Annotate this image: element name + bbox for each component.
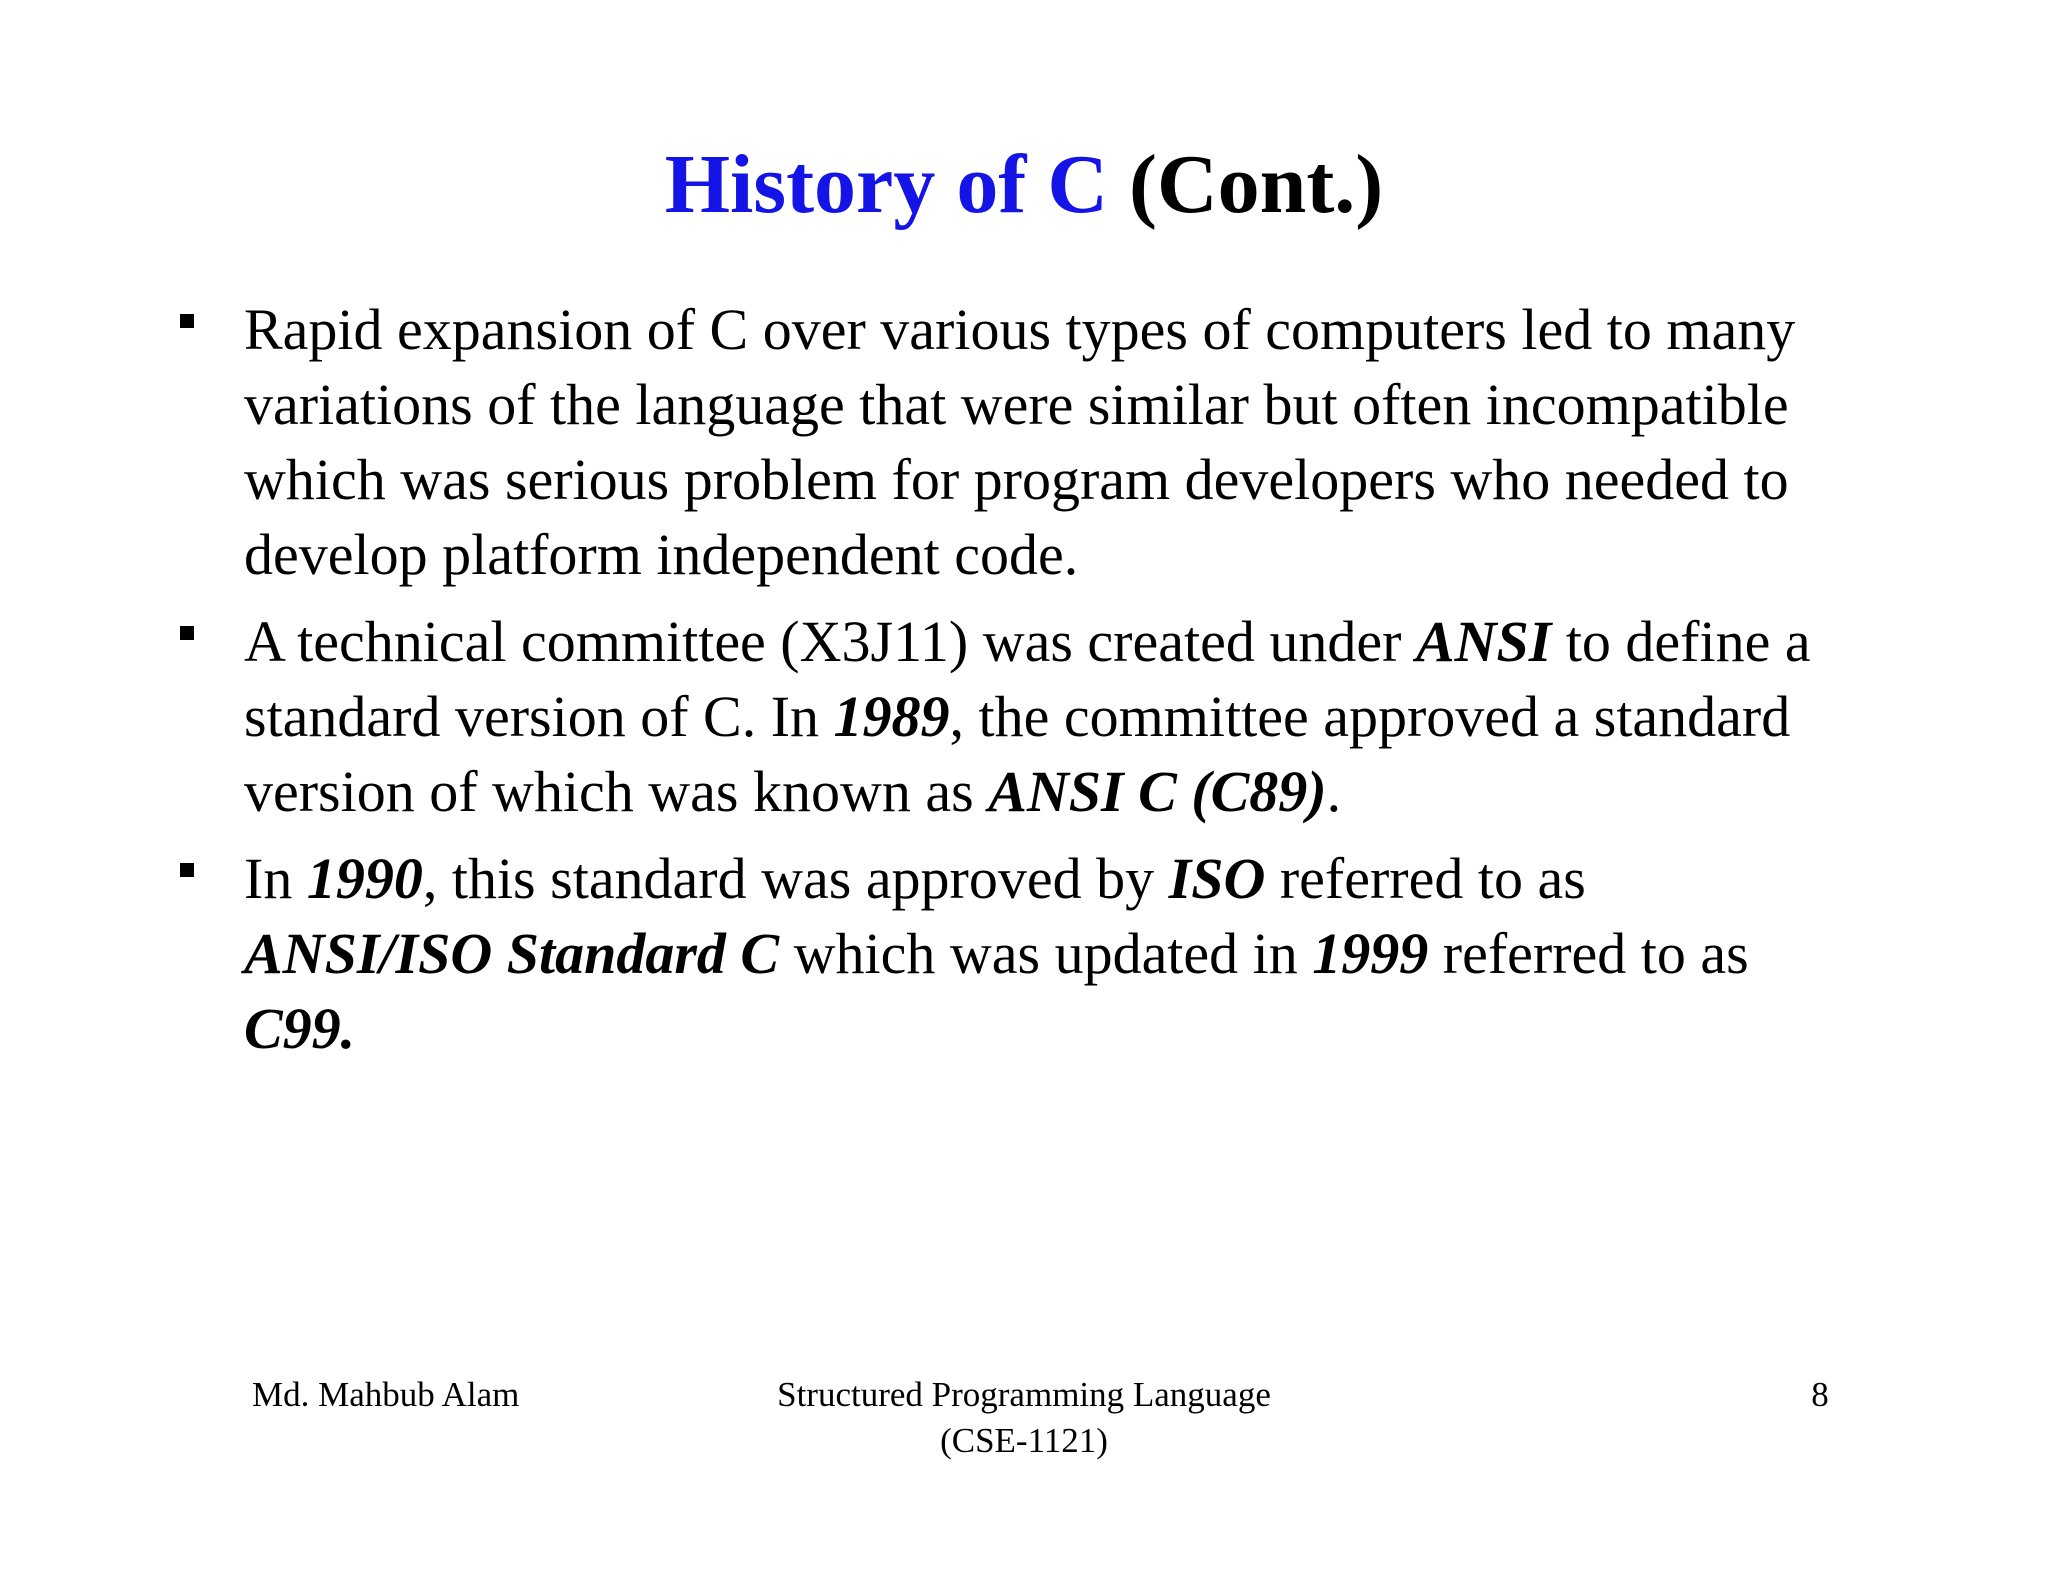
emphasis-text: ISO <box>1168 846 1266 911</box>
bullet-item <box>180 292 1970 592</box>
slide-title <box>0 130 2048 240</box>
body-text: which was serious problem for program developers who needed to <box>244 447 1789 512</box>
bullet-line <box>244 367 1970 442</box>
footer-page-number: 8 <box>1811 1375 1829 1414</box>
emphasis-text: 1990 <box>306 846 423 911</box>
bullet-line <box>244 604 1970 679</box>
body-text: referred to as <box>1265 846 1586 911</box>
emphasis-text: C99. <box>244 996 356 1061</box>
emphasis-text: ANSI/ISO Standard C <box>244 921 780 986</box>
bullet-line <box>244 916 1970 991</box>
body-text: variations of the language that were similar but often incompatible <box>244 372 1789 437</box>
emphasis-text: 1989 <box>833 684 950 749</box>
body-text: develop platform independent code. <box>244 522 1079 587</box>
bullet-line <box>244 754 1970 829</box>
bullet-line <box>244 517 1970 592</box>
bullet-line <box>244 679 1970 754</box>
bullet-line <box>244 841 1970 916</box>
emphasis-text: 1999 <box>1312 921 1429 986</box>
slide-title-main: History of C <box>664 138 1108 231</box>
body-text: . <box>1326 759 1342 824</box>
emphasis-text: ANSI <box>1415 609 1552 674</box>
body-text: standard version of C. In <box>244 684 834 749</box>
bullet-square-icon <box>180 626 194 640</box>
body-text: to define a <box>1551 609 1811 674</box>
body-text: version of which was known as <box>244 759 989 824</box>
body-text: In <box>244 846 307 911</box>
bullet-item <box>180 604 1970 829</box>
bullet-line <box>244 442 1970 517</box>
body-text: , this standard was approved by <box>422 846 1169 911</box>
bullet-line <box>244 991 1970 1066</box>
bullet-list <box>180 292 1970 1078</box>
body-text: A technical committee (X3J11) was created under <box>244 609 1416 674</box>
bullet-square-icon <box>180 863 194 877</box>
slide-title-suffix: (Cont.) <box>1128 138 1384 231</box>
bullet-square-icon <box>180 314 194 328</box>
body-text: which was updated in <box>779 921 1313 986</box>
bullet-line <box>244 292 1970 367</box>
footer-course-name: Structured Programming Language <box>777 1375 1271 1414</box>
body-text: , the committee approved a standard <box>949 684 1791 749</box>
bullet-item <box>180 841 1970 1066</box>
footer-course <box>704 1372 1344 1464</box>
emphasis-text: ANSI C (C89) <box>988 759 1327 824</box>
body-text: referred to as <box>1428 921 1749 986</box>
footer-author: Md. Mahbub Alam <box>252 1375 520 1414</box>
body-text: Rapid expansion of C over various types of computers led to many <box>244 297 1796 362</box>
footer-course-code: (CSE-1121) <box>940 1421 1108 1460</box>
